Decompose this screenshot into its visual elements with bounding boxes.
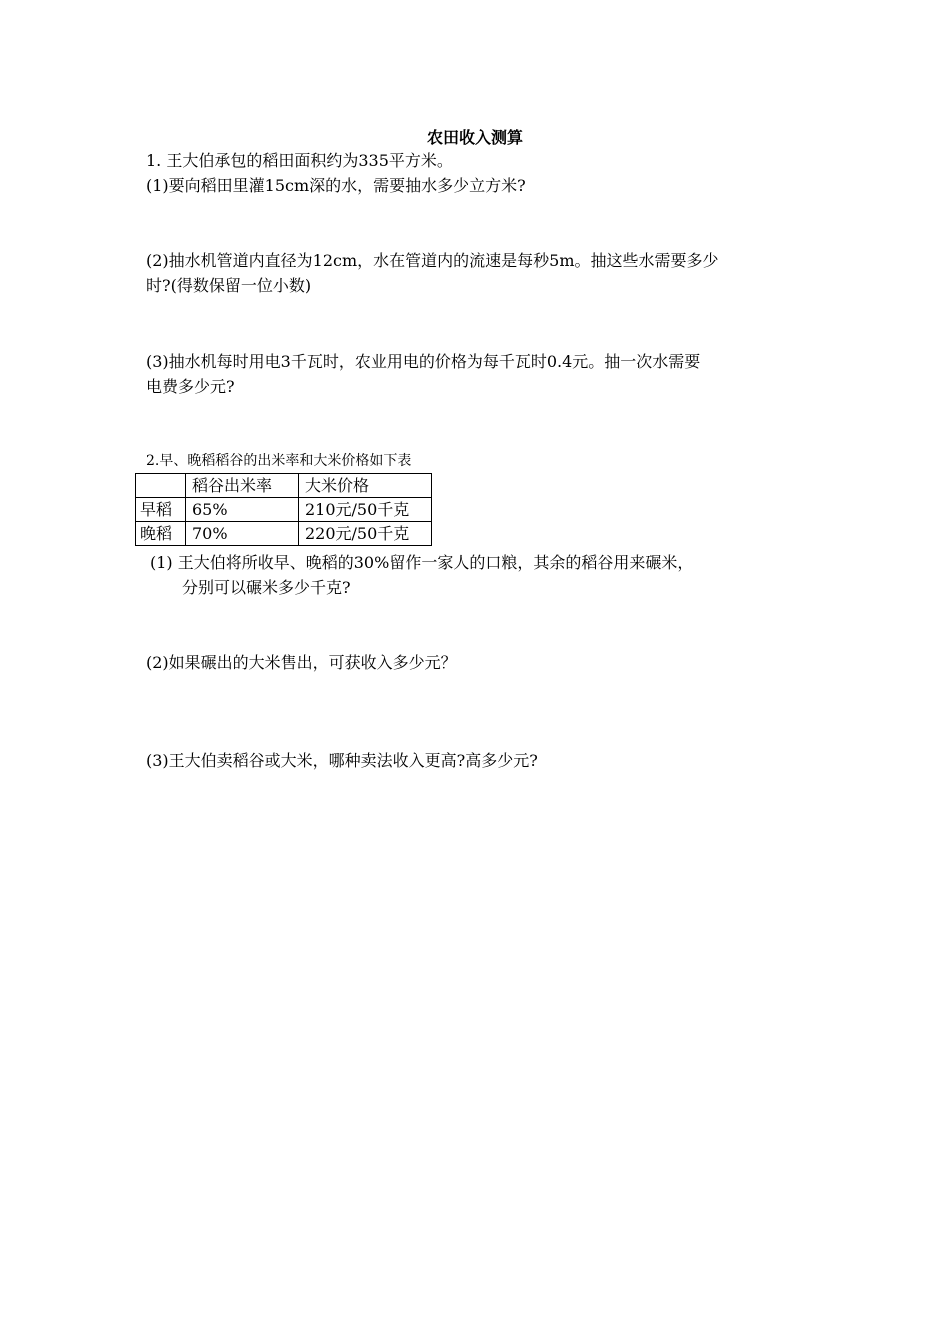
question-1-part-3-line-1: (3)抽水机每时用电3千瓦时，农业用电的价格为每千瓦时0.4元。抽一次水需要 [146,352,701,371]
table-header-cell: 大米价格 [299,474,432,498]
question-2-part-1-line-1: (1) 王大伯将所收早、晚稻的30%留作一家人的口粮，其余的稻谷用来碾米， [150,553,694,572]
question-2-part-1-line-2: 分别可以碾米多少千克? [182,578,351,597]
table-header-row [136,474,432,498]
table-header-cell [136,474,186,498]
table-cell: 70% [186,522,299,546]
question-1-intro: 1. 王大伯承包的稻田面积约为335平方米。 [146,151,453,170]
table-cell: 220元/50千克 [299,522,432,546]
question-1-part-2-line-2: 时?(得数保留一位小数) [146,276,312,295]
question-1-part-3-line-2: 电费多少元? [146,377,235,396]
table-cell: 晚稻 [136,522,186,546]
page-title: 农田收入测算 [426,128,523,147]
table-header-cell: 稻谷出米率 [186,474,299,498]
table-row [136,498,432,522]
question-1-part-1: (1)要向稻田里灌15cm深的水，需要抽水多少立方米? [146,176,526,195]
question-2-intro: 2.早、晚稻稻谷的出米率和大米价格如下表 [146,453,412,469]
table-cell: 210元/50千克 [299,498,432,522]
table-cell: 早稻 [136,498,186,522]
question-2-part-3: (3)王大伯卖稻谷或大米，哪种卖法收入更高?高多少元? [146,751,538,770]
table-row [136,522,432,546]
table-cell: 65% [186,498,299,522]
question-1-part-2-line-1: (2)抽水机管道内直径为12cm，水在管道内的流速是每秒5m。抽这些水需要多少 [146,251,719,270]
question-2-part-2: (2)如果碾出的大米售出，可获收入多少元？ [146,653,457,672]
rice-table [135,473,432,546]
